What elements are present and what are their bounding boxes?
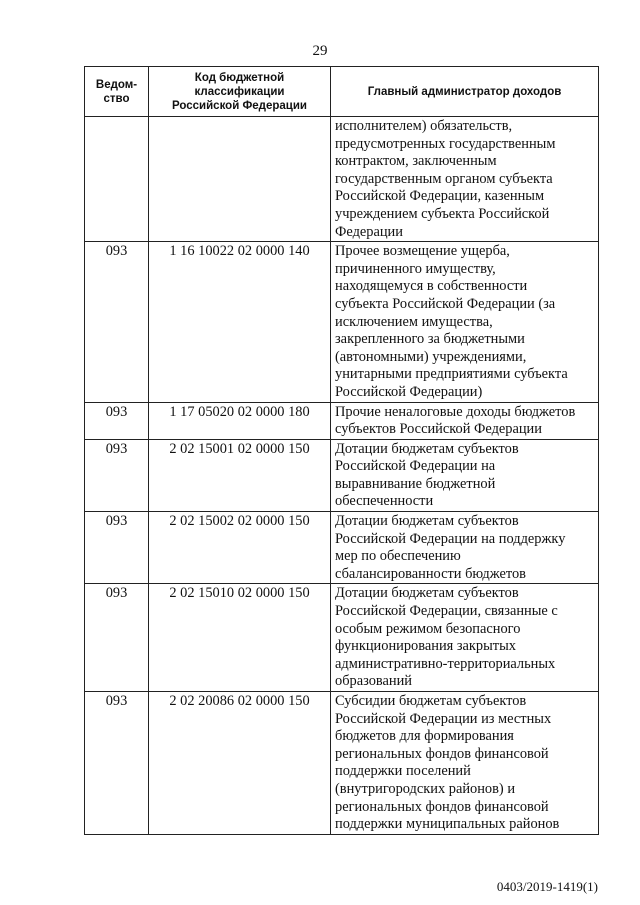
dept-cell: 093	[85, 692, 149, 835]
dept-cell: 093	[85, 584, 149, 692]
description-line: административно-территориальных	[335, 655, 556, 672]
budget-code-cell: 2 02 15001 02 0000 150	[149, 439, 331, 511]
description-line: сбалансированности бюджетов	[335, 565, 526, 582]
table-row	[85, 584, 599, 692]
description-line: региональных фондов финансовой	[335, 798, 549, 815]
description-line: Российской Федерации на поддержку	[335, 530, 566, 547]
description-line: региональных фондов финансовой	[335, 745, 549, 762]
table-row	[85, 402, 599, 439]
dept-cell: 093	[85, 512, 149, 584]
description-line: унитарными предприятиями субъекта	[335, 366, 568, 383]
description-line: Федерации	[335, 223, 403, 240]
description-line: контрактом, заключенным	[335, 153, 497, 170]
admin-description-cell	[331, 402, 599, 439]
admin-description-cell	[331, 584, 599, 692]
description-line: государственным органом субъекта	[335, 170, 553, 187]
description-line: Российской Федерации, казенным	[335, 188, 545, 205]
budget-code-cell: 2 02 20086 02 0000 150	[149, 692, 331, 835]
description-line: исполнителем) обязательств,	[335, 118, 513, 134]
description-line: мер по обеспечению	[335, 548, 461, 565]
description-line: особым режимом безопасного	[335, 620, 521, 637]
revenue-administrators-table	[84, 66, 599, 835]
table-header-row	[85, 67, 599, 117]
table-row	[85, 439, 599, 511]
description-line: предусмотренных государственным	[335, 135, 556, 152]
description-line: Российской Федерации)	[335, 383, 483, 400]
description-line: поддержки поселений	[335, 763, 471, 780]
description-line: исключением имущества,	[335, 313, 493, 330]
header-dept: Ведом- ство	[85, 67, 149, 117]
description-line: субъекта Российской Федерации (за	[335, 295, 556, 312]
table-row	[85, 692, 599, 835]
description-line: Дотации бюджетам субъектов	[335, 585, 519, 602]
page-number: 29	[312, 43, 328, 59]
description-line: поддержки муниципальных районов	[335, 816, 560, 833]
admin-description-cell	[331, 117, 599, 242]
budget-code-cell: 2 02 15002 02 0000 150	[149, 512, 331, 584]
description-line: Прочее возмещение ущерба,	[335, 243, 510, 260]
description-line: Российской Федерации из местных	[335, 710, 552, 727]
description-line: учреждением субъекта Российской	[335, 205, 550, 222]
description-line: причиненного имуществу,	[335, 260, 496, 277]
description-line: Прочие неналоговые доходы бюджетов	[335, 403, 576, 420]
description-line: образований	[335, 673, 412, 690]
description-line: субъектов Российской Федерации	[335, 421, 542, 438]
table-row	[85, 117, 599, 242]
description-line: функционирования закрытых	[335, 638, 516, 655]
header-code: Код бюджетной классификации Российской Федерации	[149, 67, 331, 117]
description-line: выравнивание бюджетной	[335, 475, 496, 492]
header-admin: Главный администратор доходов	[331, 67, 599, 117]
description-line: (автономными) учреждениями,	[335, 348, 527, 365]
description-line: Дотации бюджетам субъектов	[335, 440, 519, 457]
admin-description-cell	[331, 692, 599, 835]
description-line: Российской Федерации, связанные с	[335, 603, 558, 620]
description-line: Дотации бюджетам субъектов	[335, 513, 519, 530]
dept-cell: 093	[85, 402, 149, 439]
description-line: закрепленного за бюджетными	[335, 331, 525, 348]
description-line: (внутригородских районов) и	[335, 780, 516, 797]
budget-code-cell: 1 17 05020 02 0000 180	[149, 402, 331, 439]
budget-code-cell: 1 16 10022 02 0000 140	[149, 242, 331, 402]
document-code: 0403/2019-1419(1)	[496, 879, 598, 894]
budget-code-cell	[149, 117, 331, 242]
description-line: обеспеченности	[335, 493, 434, 510]
table-row	[85, 512, 599, 584]
description-line: бюджетов для формирования	[335, 728, 514, 745]
dept-cell	[85, 117, 149, 242]
dept-cell: 093	[85, 439, 149, 511]
description-line: находящемуся в собственности	[335, 278, 528, 295]
table-row	[85, 242, 599, 402]
admin-description-cell	[331, 439, 599, 511]
admin-description-cell	[331, 242, 599, 402]
dept-cell: 093	[85, 242, 149, 402]
description-line: Российской Федерации на	[335, 458, 496, 475]
admin-description-cell	[331, 512, 599, 584]
description-line: Субсидии бюджетам субъектов	[335, 693, 527, 709]
budget-code-cell: 2 02 15010 02 0000 150	[149, 584, 331, 692]
